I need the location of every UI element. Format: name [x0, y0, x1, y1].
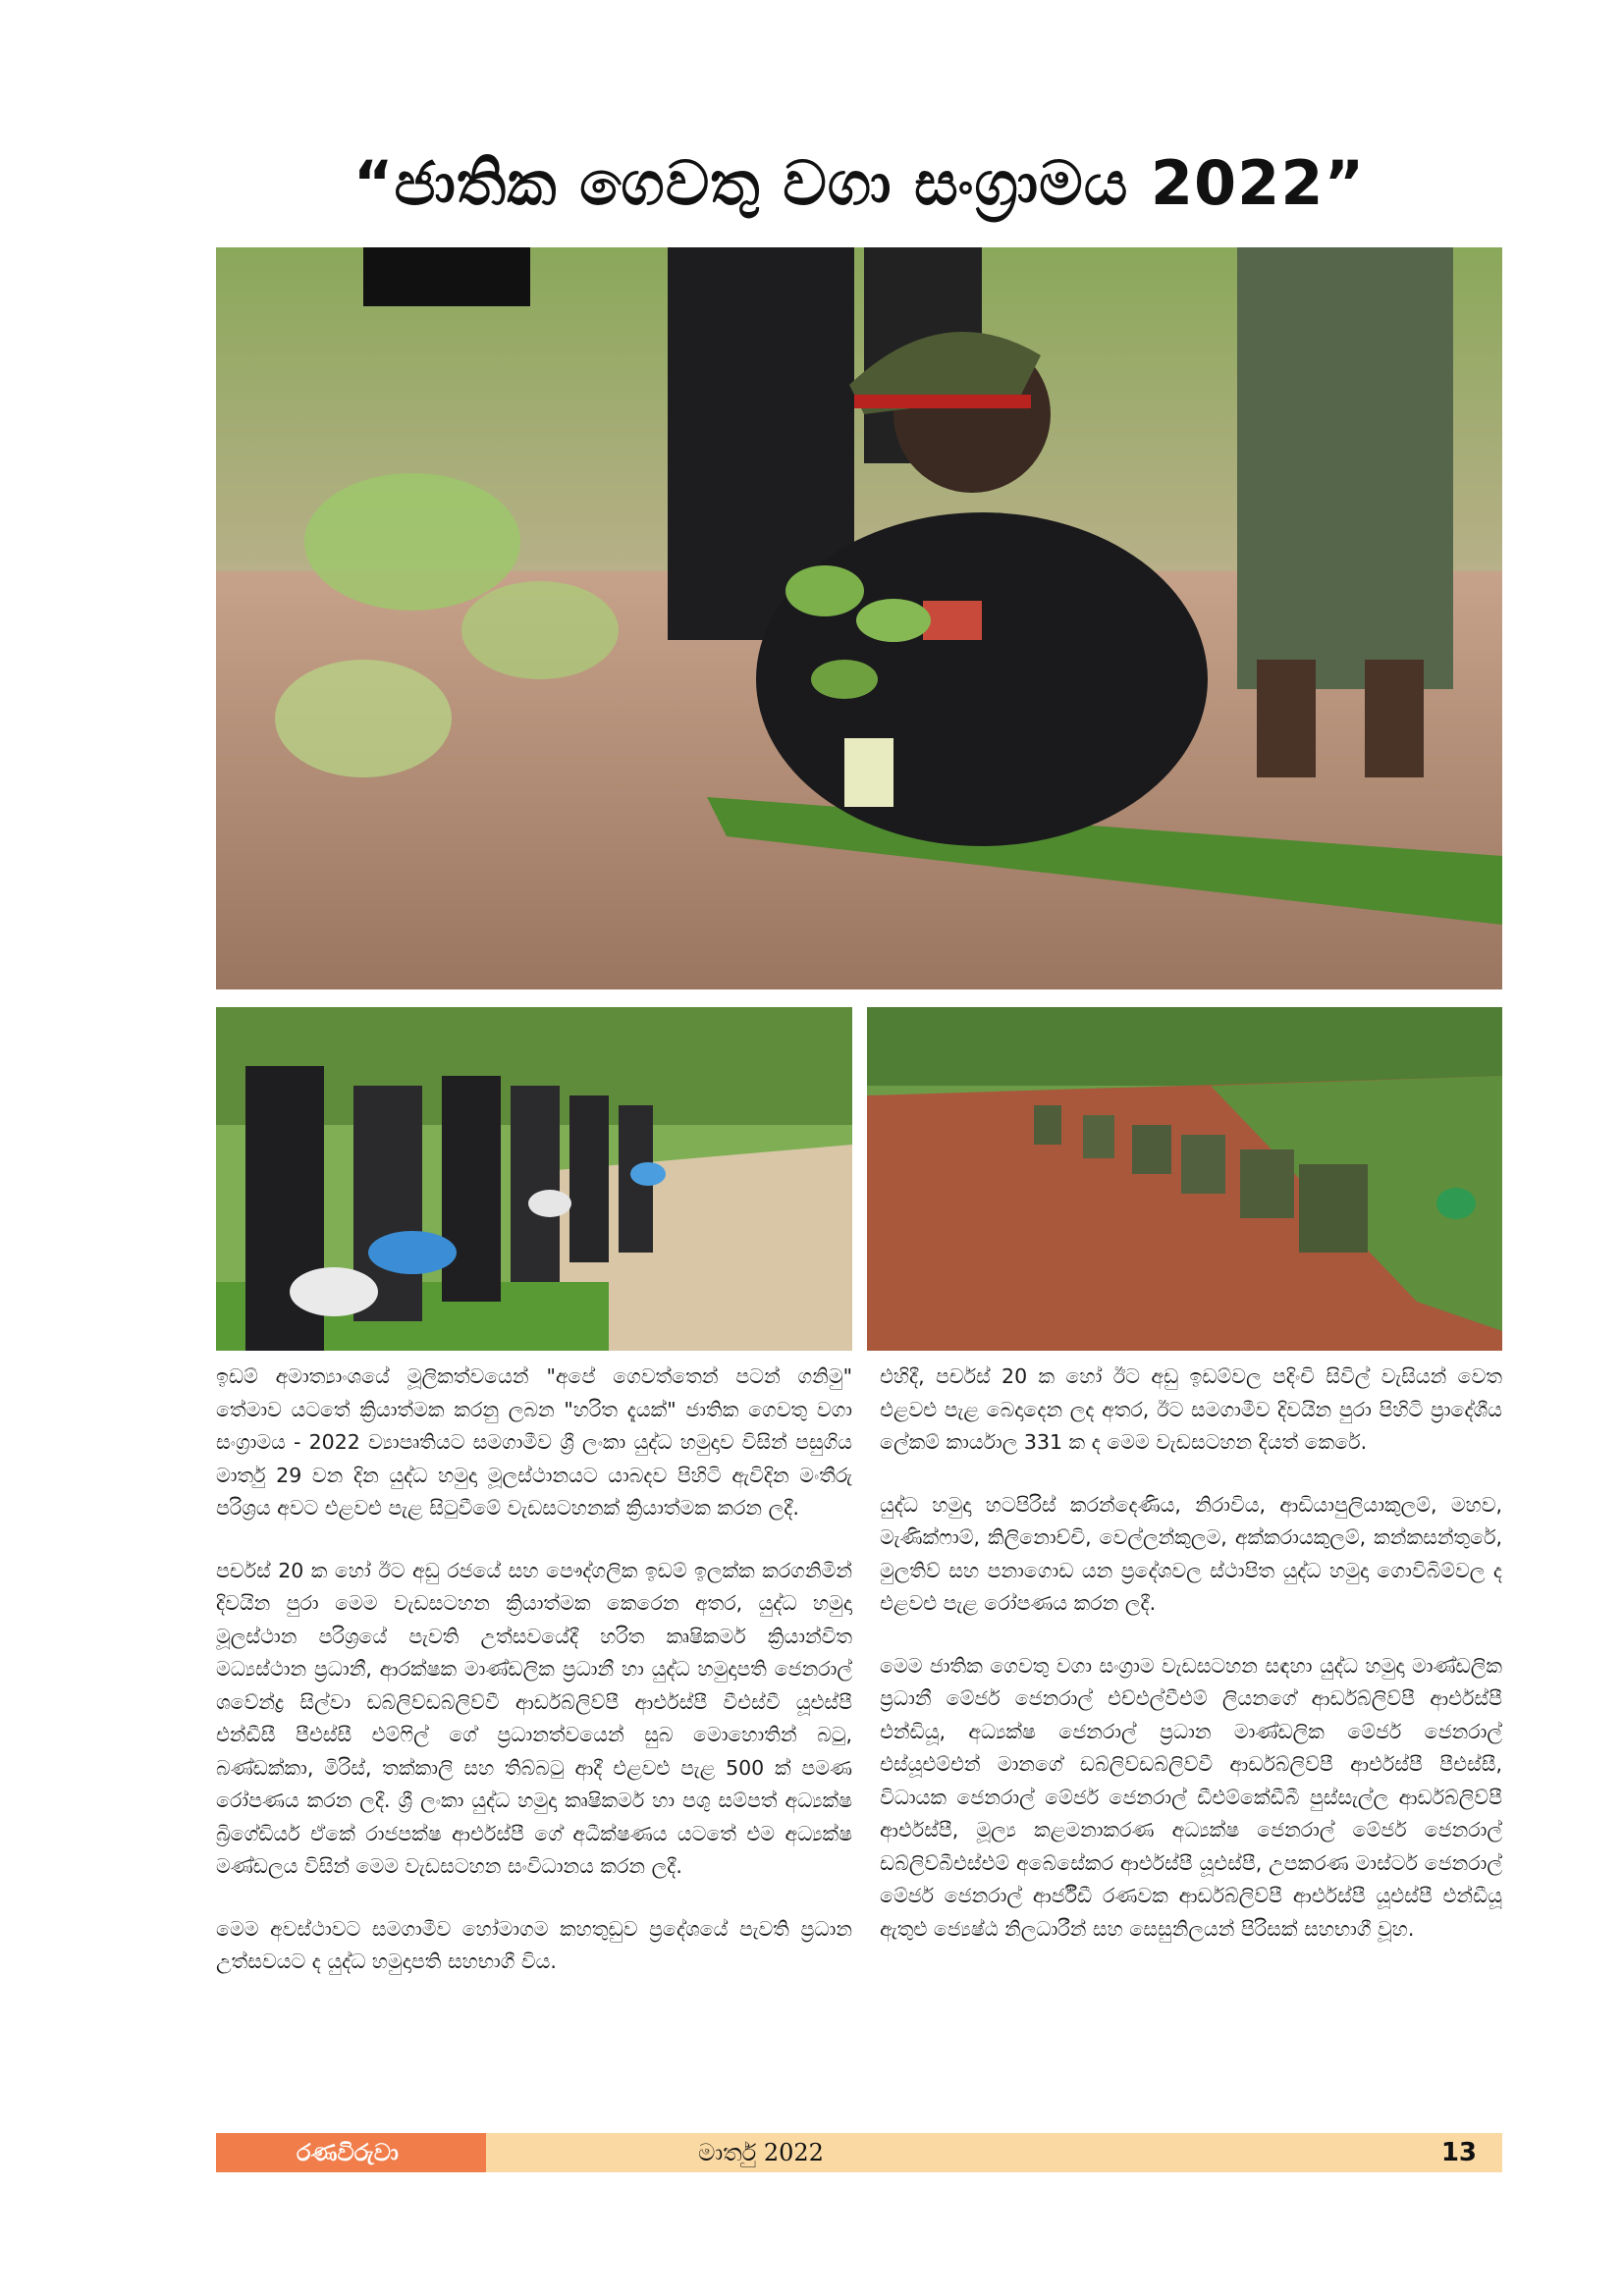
paragraph: ඉඩම් අමාත්‍යාංශයේ මූලිකත්වයෙන් "අපේ ගෙවත්තෙන් පටන් ගනිමු" තේමාව යටතේ ක්‍රියාත්මක කරනු ලබන "හරිත දැයක්" ජාතික ගෙවතු වගා සංග්‍රාමය - 2022 ව්‍යාපෘතියට සමගාමීව ශ්‍රී ලංකා යුද්ධ හමුදාව විසින් පසුගිය මාර්තු 29 වන දින යුද්ධ හමුදා මූලස්ථානයට යාබදව පිහිටි ඇවිදින මංතීරු පරිශ්‍රය අවට එළවළු පැළ සිටුවීමේ වැඩසටහනක් ක්‍රියාත්මක කරන ලදී.	[216, 1364, 852, 1520]
paragraph: පර්චස් 20 ක හෝ ඊට අඩු රජයේ සහ පෞද්ගලික ඉඩම් ඉලක්ක කරගනිමින් දිවයින පුරා මෙම වැඩසටහන ක්‍රියාත්මක කෙරෙන අතර, යුද්ධ හමුදා මූලස්ථාන පරිශ්‍රයේ පැවති උත්සවයේදී හරිත කෘෂිකර්ම ක්‍රියාන්විත මධ්‍යස්ථාන ප්‍රධානී, ආරක්ෂක මාණ්ඩලික ප්‍රධානී හා යුද්ධ හමුදාපති ජෙනරාල් ශවේන්ද්‍ර සිල්වා ඩබ්ලිව්ඩබ්ලිව්වී ආර්ඩබ්ලිව්පී ආර්එස්පී වීඑස්වී යූඑස්පී එන්ඩීසී පීඑස්සී එම්ෆිල් ගේ ප්‍රධානත්වයෙන් සුබ මොහොතින් බටු, බණ්ඩක්කා, මිරිස්, තක්කාලි සහ තිබ්බටු ආදී එළවළු පැළ 500 ක් පමණ රෝපණය කරන ලදී. ශ්‍රී ලංකා යුද්ධ හමුදා කෘෂිකර්ම හා පශු සම්පත් අධ්‍යක්ෂ බ්‍රිගේඩියර් ඒකේ රාජපක්ෂ ආර්එස්පී ගේ අධීක්ෂණය යටතේ එම අධ්‍යක්ෂ මණ්ඩලය විසින් මෙම වැඩසටහන සංවිධානය කරන ලදී.	[216, 1558, 852, 1878]
page-number: 13	[1440, 2138, 1477, 2167]
page-title: “ජාතික ගෙවතු වගා සංග්‍රාමය 2022”	[352, 147, 1366, 219]
main-photo	[216, 247, 1502, 989]
page-footer	[216, 2133, 1502, 2172]
issue-date: මාර්තු 2022	[698, 2139, 824, 2166]
right-column	[880, 1361, 1502, 1975]
paragraph: එහිදී, පර්චස් 20 ක හෝ ඊට අඩු ඉඩම්වල පදිංචි සිවිල් වැසියන් වෙත එළවළු පැළ බෙදාදෙන ලද අතර, ඊට සමගාමීව දිවයින පුරා පිහිටි ප්‍රාදේශීය ලේකම් කාර්යාල 331 ක ද මෙම වැඩසටහන දියත් කෙරේ.	[880, 1364, 1502, 1454]
publication-name: රණවිරුවා	[216, 2133, 486, 2172]
paragraph: මෙම ජාතික ගෙවතු වගා සංග්‍රාම වැඩසටහන සඳහා යුද්ධ හමුදා මාණ්ඩලික ප්‍රධානී මේජර් ජෙනරාල් එච්එල්වීඑම් ලියනගේ ආර්ඩබ්ලිව්පී ආර්එස්පී එන්ඩියූ, අධ්‍යක්ෂ ජෙනරාල් ප්‍රධාන මාණ්ඩලික මේජර් ජෙනරාල් එස්යූඑම්එන් මානගේ ඩබ්ලිව්ඩබ්ලිව්වී ආර්ඩබ්ලිව්පී ආර්එස්පී පීඑස්සී, විධායක ජෙනරාල් මේජර් ජෙනරාල් ඩීඑම්කේඩීබී පුස්සැල්ල ආර්ඩබ්ලිව්පී ආර්එස්පී, මූල්‍ය කළමනාකරණ අධ්‍යක්ෂ ජෙනරාල් මේජර් ජෙනරාල් ඩබ්ලිව්බීඑස්එම් අබේසේකර ආර්එස්පී යූඑස්පී, උපකරණ මාස්ටර් ජෙනරාල් මේජර් ජෙනරාල් ආර්ජීඩී රණවක ආර්ඩබ්ලිව්පී ආර්එස්පී යූඑස්පී එන්ඩීයූ ඇතුළු ජ්‍යෙෂ්ඨ නිලධාරීන් සහ සෙසුනිලයන් පිරිසක් සහභාගී වූහ.	[880, 1653, 1502, 1941]
paragraph: යුද්ධ හමුදා හටපිරිස් කරන්දෙණිය, නිරාවිය, ආඩියාපුලියාකුලම්, මහව, මැණික්ෆාම්, කිලිනොච්චි, වෙල්ලන්කුලම, අක්කරායකුලම්, කන්කසන්තුරේ, මුලතිව් සහ පනාගොඩ යන ප්‍රදේශවල ස්ථාපිත යුද්ධ හමුදා ගොවිබිම්වල ද එළවළු පැළ රෝපණය කරන ලදී.	[880, 1492, 1502, 1615]
watering-photo	[216, 1007, 852, 1351]
paragraph: මෙම අවස්ථාවට සමගාමීව හෝමාගම කහතුඩුව ප්‍රදේශයේ පැවති ප්‍රධාන උත්සවයට ද යුද්ධ හමුදාපති සහභාගී විය.	[216, 1916, 852, 1973]
field-planting-photo	[867, 1007, 1502, 1351]
left-column	[216, 1361, 852, 2008]
